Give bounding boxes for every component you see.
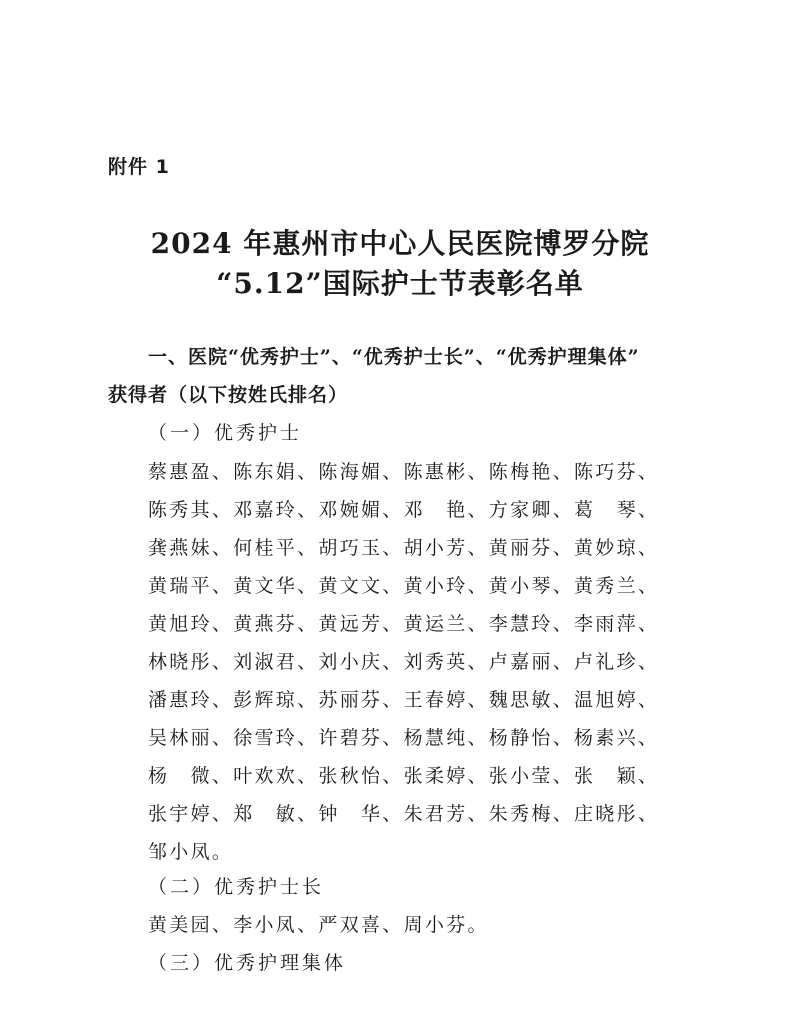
name-line: 黄瑞平、黄文华、黄文文、黄小玲、黄小琴、黄秀兰、 <box>148 575 660 597</box>
section-heading-line-2: 获得者（以下按姓氏排名） <box>108 384 349 406</box>
name-line: 黄美园、李小凤、严双喜、周小芬。 <box>148 914 489 936</box>
name-line: 吴林丽、徐雪玲、许碧芬、杨慧纯、杨静怡、杨素兴、 <box>148 727 660 749</box>
attachment-label: 附件 1 <box>108 156 170 178</box>
name-line: 黄旭玲、黄燕芬、黄远芳、黄运兰、李慧玲、李雨萍、 <box>148 613 660 635</box>
subsection-heading-outstanding-nursing-groups: （三）优秀护理集体 <box>148 952 347 974</box>
section-heading-line-1: 一、医院“优秀护士”、“优秀护士长”、“优秀护理集体” <box>148 346 640 368</box>
name-line: 杨 微、叶欢欢、张秋怡、张柔婷、张小莹、张 颖、 <box>148 765 660 787</box>
subsection-heading-outstanding-nurses: （一）优秀护士 <box>148 422 303 444</box>
name-line: 林晓彤、刘淑君、刘小庆、刘秀英、卢嘉丽、卢礼珍、 <box>148 651 660 673</box>
document-title-line-2: “5.12”国际护士节表彰名单 <box>216 267 584 300</box>
name-line: 龚燕妹、何桂平、胡巧玉、胡小芳、黄丽芬、黄妙琼、 <box>148 537 660 559</box>
name-line: 张宇婷、郑 敏、钟 华、朱君芳、朱秀梅、庄晓彤、 <box>148 803 660 825</box>
subsection-heading-outstanding-head-nurses: （二）优秀护士长 <box>148 876 325 898</box>
name-line: 蔡惠盈、陈东娟、陈海媚、陈惠彬、陈梅艳、陈巧芬、 <box>148 461 660 483</box>
name-line: 邹小凤。 <box>148 841 234 863</box>
name-line: 陈秀其、邓嘉玲、邓婉媚、邓 艳、方家卿、葛 琴、 <box>148 499 660 521</box>
name-line: 潘惠玲、彭辉琼、苏丽芬、王春婷、魏思敏、温旭婷、 <box>148 689 660 711</box>
document-title-line-1: 2024 年惠州市中心人民医院博罗分院 <box>150 227 650 260</box>
